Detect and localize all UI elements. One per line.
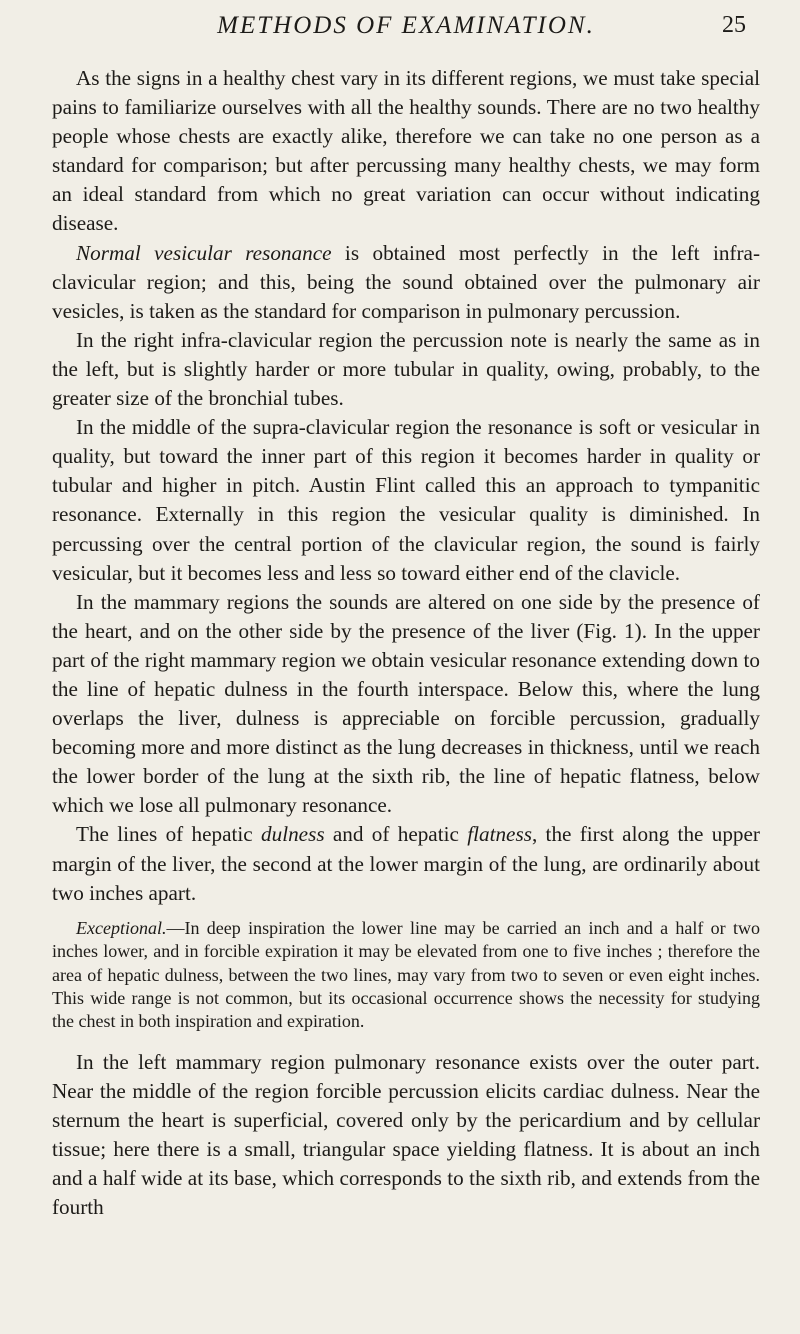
paragraph-normal-vesicular-text: is obtained most perfectly in the left infra-clavicular region; and this, being the sound obtained over the pulmonary air vesicles, is taken as the standard for comparison in pulmonary percussion.	[52, 240, 760, 323]
exceptional-note	[52, 917, 760, 1034]
term-flatness: flatness	[467, 822, 532, 847]
paragraph-healthy-signs: As the signs in a healthy chest vary in its different regions, we must take special pains to familiarize ourselves with all the healthy sounds. There are no two healthy people whose chests are exactly alike, therefore we can take no one person as a standard for comparison; but after percussing many healthy chests, we may form an ideal standard from which no great variation can occur without indicating disease.	[52, 66, 760, 236]
paragraph-mammary-regions: In the mammary regions the sounds are altered on one side by the presence of the heart, and on the other side by the presence of the liver (Fig. 1). In the upper part of the right mammary region we obtain vesicular resonance extending down to the line of hepatic dulness in the fourth interspace. Below this, where the lung overlaps the liver, dulness is appreciable on forcible percussion, gradually becoming more and more distinct as the lung decreases in thickness, until we reach the lower border of the lung at the sixth rib, the line of hepatic flatness, below which we lose all pulmonary resonance.	[52, 589, 760, 818]
term-exceptional: Exceptional.	[76, 917, 167, 938]
hepatic-lines-part-2: and of hepatic	[324, 822, 468, 847]
term-dulness: dulness	[261, 822, 325, 847]
term-normal-vesicular-resonance: Normal vesicular resonance	[76, 240, 332, 265]
hepatic-lines-part-1: The lines of hepatic	[76, 822, 261, 847]
page-number: 25	[722, 12, 746, 38]
paragraph-exceptional-text: —In deep inspiration the lower line may be carried an inch and a half or two inches lower, and in forcible expiration it may be elevated from one to five inches ; therefore the area of hepatic dulness, between the two lines, may vary from two to seven or even eight inches. This wide range is not common, but its occasional occurrence shows the necessity for studying the chest in both inspiration and expiration.	[52, 917, 760, 1032]
paragraph-hepatic-lines	[52, 820, 760, 907]
body-text-continued	[52, 1048, 760, 1223]
running-title: METHODS OF EXAMINATION.	[217, 12, 595, 39]
body-text	[52, 64, 760, 908]
paragraph-left-mammary: In the left mammary region pulmonary resonance exists over the outer part. Near the middle of the region forcible percussion elicits cardiac dulness. Near the sternum the heart is superficial, covered only by the pericardium and by cellular tissue; here there is a small, triangular space yielding flatness. It is about an inch and a half wide at its base, which corresponds to the sixth rib, and extends from the fourth	[52, 1049, 760, 1220]
paragraph-right-infraclavicular: In the right infra-clavicular region the percussion note is nearly the same as in the left, but is slightly harder or more tubular in quality, owing, probably, to the greater size of the bronchial tubes.	[52, 327, 760, 411]
paragraph-normal-vesicular	[52, 239, 760, 326]
paragraph-exceptional	[52, 917, 760, 1034]
running-head	[52, 4, 760, 48]
hepatic-lines-part-3: , the first along the upper margin of the liver, the second at the lower margin of the lung, are ordinarily about two inches apart.	[52, 822, 760, 905]
paragraph-supraclavicular: In the middle of the supra-clavicular region the resonance is soft or vesicular in quality, but toward the inner part of this region it becomes harder in quality or tubular and higher in pitch. Austin Flint called this an approach to tympanitic resonance. Externally in this region the vesicular quality is diminished. In percussing over the central portion of the clavicular region, the sound is fairly vesicular, but it becomes less and less so toward either end of the clavicle.	[52, 415, 760, 585]
